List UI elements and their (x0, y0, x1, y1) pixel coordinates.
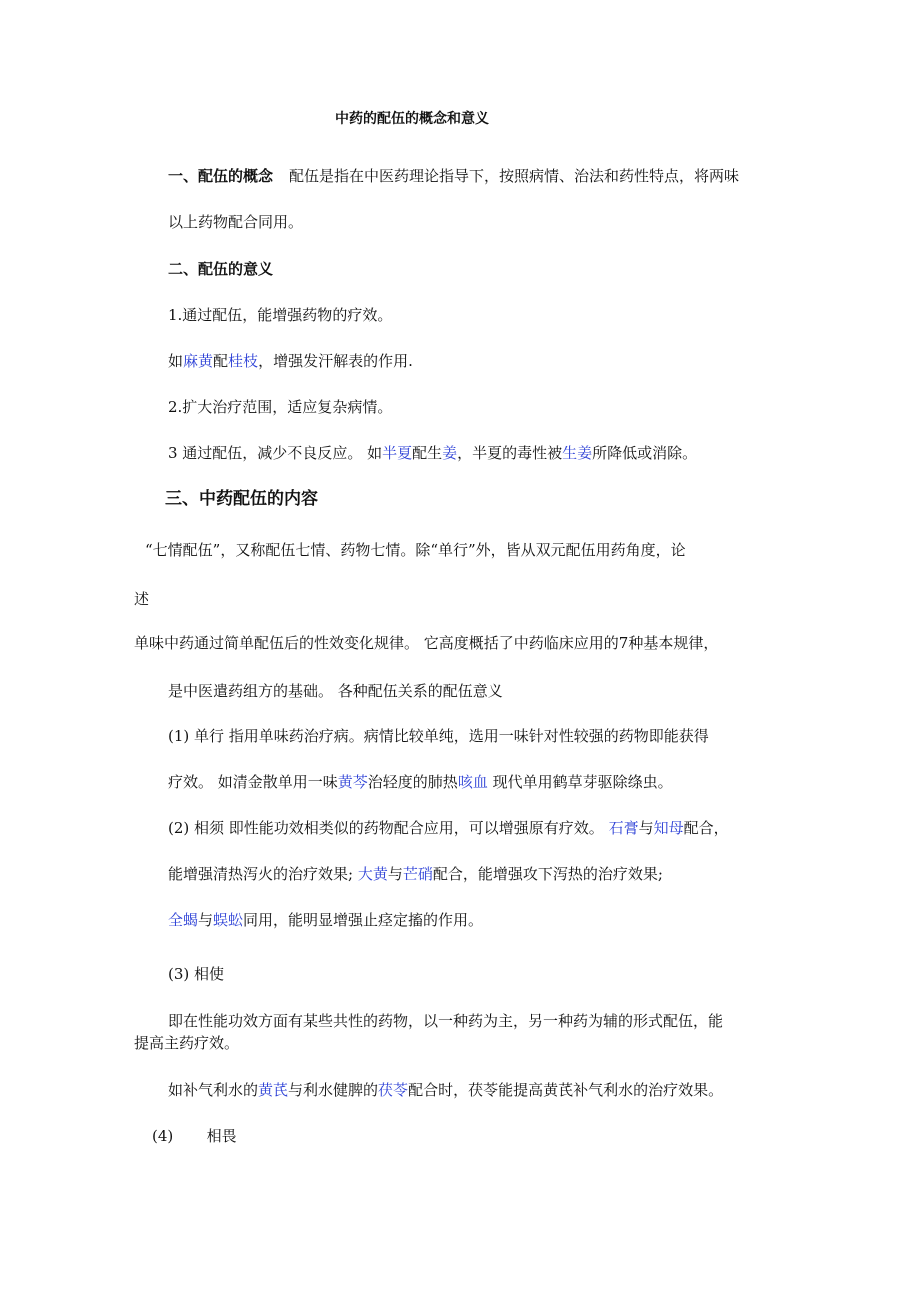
text: 与 (638, 819, 654, 837)
herb-link-guizhi[interactable]: 桂枝 (228, 352, 259, 370)
section-1-heading: 一、配伍的概念 (168, 167, 274, 185)
text: 与 (198, 911, 214, 929)
qiqing-line-2: 述 (134, 590, 150, 608)
item-3-line-1: 即在性能功效方面有某些共性的药物，以一种药为主，另一种药为辅的形式配伍，能 (168, 1012, 724, 1030)
qiqing-line-3: 单味中药通过简单配伍后的性效变化规律。 它高度概括了中药临床应用的7种基本规律， (134, 634, 719, 652)
text: 3 通过配伍，减少不良反应。 如 (168, 444, 383, 462)
text: 配生 (412, 444, 443, 462)
section-1-line-1 (168, 166, 739, 186)
herb-link-huangqi[interactable]: 黄芪 (258, 1081, 289, 1099)
herb-link-quanxie[interactable]: 全蝎 (168, 911, 199, 929)
text: 配合，能增强攻下泻热的治疗效果; (432, 865, 663, 883)
item-1-line-2 (168, 772, 673, 792)
point-1-example (168, 351, 413, 371)
page-title: 中药的配伍的概念和意义 (335, 111, 489, 127)
text: ，增强发汗解表的作用. (258, 352, 413, 370)
text: 现代单用鹤草芽驱除绦虫。 (487, 773, 673, 791)
herb-link-mahuang[interactable]: 麻黄 (183, 352, 214, 370)
item-3-line-2: 提高主药疗效。 (134, 1034, 240, 1052)
text: 配 (213, 352, 229, 370)
text: 同用，能明显增强止痉定搐的作用。 (243, 911, 484, 929)
item-2-line-2 (168, 864, 663, 884)
herb-link-banxia[interactable]: 半夏 (382, 444, 413, 462)
herb-link-fuling[interactable]: 茯苓 (378, 1081, 409, 1099)
qiqing-line-1: “七情配伍”，又称配伍七情、药物七情。除“单行”外，皆从双元配伍用药角度，论 (145, 541, 686, 559)
point-1: 1.通过配伍，能增强药物的疗效。 (168, 306, 393, 324)
item-1-line-1: (1) 单行 指用单味药治疗病。病情比较单纯，选用一味针对性较强的药物即能获得 (168, 727, 709, 745)
text: (2) 相须 即性能功效相类似的药物配合应用，可以增强原有疗效。 (168, 819, 609, 837)
text: 配合， (683, 819, 729, 837)
herb-link-shengjiang[interactable]: 生姜 (562, 444, 593, 462)
text: ，半夏的毒性被 (457, 444, 563, 462)
section-1-line-2: 以上药物配合同用。 (168, 213, 304, 231)
item-2-line-1 (168, 818, 729, 838)
herb-link-huangqin[interactable]: 黄芩 (337, 773, 368, 791)
qiqing-line-4: 是中医遣药组方的基础。 各种配伍关系的配伍意义 (168, 682, 503, 700)
text: 能增强清热泻火的治疗效果; (168, 865, 358, 883)
text: 如 (168, 352, 184, 370)
item-4-heading: (4) 相畏 (152, 1127, 237, 1145)
text: 配合时，茯苓能提高黄芪补气利水的治疗效果。 (408, 1081, 724, 1099)
text: 治轻度的肺热 (367, 773, 458, 791)
herb-link-jiang[interactable]: 姜 (442, 444, 458, 462)
herb-link-wugong[interactable]: 蜈蚣 (213, 911, 244, 929)
herb-link-shigao[interactable]: 石膏 (608, 819, 639, 837)
text: 与利水健脾的 (288, 1081, 379, 1099)
section-2-heading: 二、配伍的意义 (168, 260, 274, 278)
section-3-heading: 三、中药配伍的内容 (165, 489, 318, 509)
text: 与 (387, 865, 403, 883)
herb-link-mangxiao[interactable]: 芒硝 (402, 865, 433, 883)
section-1-text: 配伍是指在中医药理论指导下，按照病情、治法和药性特点，将两味 (289, 167, 740, 185)
text: 疗效。 如清金散单用一味 (168, 773, 338, 791)
link-kexue[interactable]: 咳血 (457, 773, 488, 791)
text: 如补气利水的 (168, 1081, 259, 1099)
herb-link-zhimu[interactable]: 知母 (653, 819, 684, 837)
text: 所降低或消除。 (592, 444, 698, 462)
point-2: 2.扩大治疗范围，适应复杂病情。 (168, 398, 393, 416)
item-2-line-3 (168, 910, 483, 930)
item-3-heading: (3) 相使 (168, 965, 225, 983)
herb-link-dahuang[interactable]: 大黄 (357, 865, 388, 883)
item-3-line-3 (168, 1080, 723, 1100)
point-3 (168, 443, 697, 463)
